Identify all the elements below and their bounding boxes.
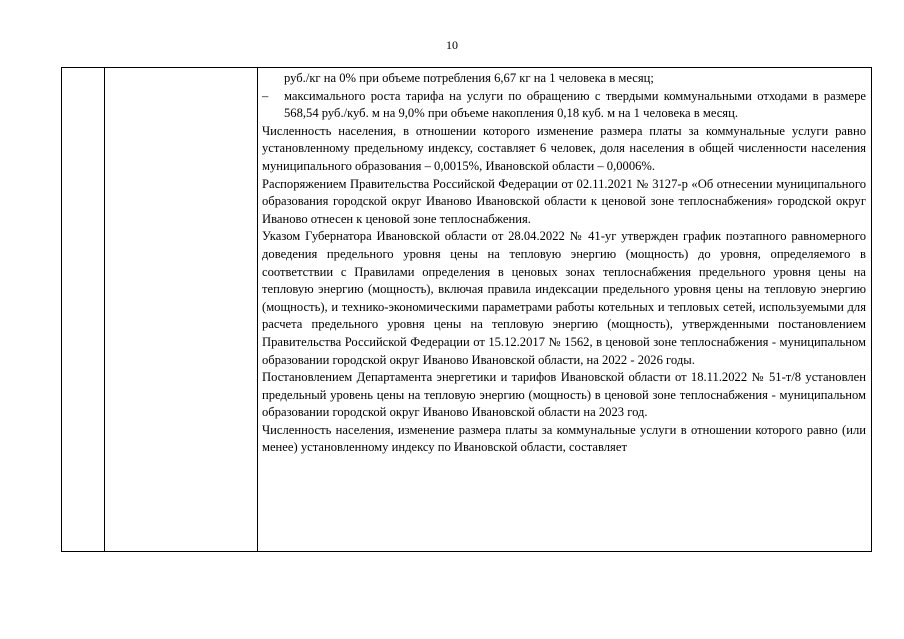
paragraph: Постановлением Департамента энергетики и тарифов Ивановской области от 18.11.2022 № 51-т/8 установлен предельный уровень цены на тепловую энергию (мощность) в ценовой зоне теплоснабжения - муниципальном образовании городской округ Иваново Ивановской области на 2023 год.: [262, 370, 866, 420]
paragraph: Распоряжением Правительства Российской Федерации от 02.11.2021 № 3127-р «Об отнесении муниципального образования городской округ Иваново Ивановской области к ценовой зоне теплоснабжения» городской округ Иваново отнесен к ценовой зоне теплоснабжения.: [262, 176, 866, 226]
column-divider: [104, 68, 105, 551]
paragraph: Указом Губернатора Ивановской области от 28.04.2022 № 41-уг утвержден график поэтапного равномерного доведения предельного уровня цены на тепловую энергию (мощность) до уровня, определяемого в соответствии с Правилами определения в ценовых зонах теплоснабжения предельного уровня цены на тепловую энергию (мощность), включая правила индексации предельного уровня цены на тепловую энергию (мощность), и технико-экономическими параметрами работы котельных и тепловых сетей, используемыми для расчета предельного уровня цены на тепловую энергию (мощность), утвержденными постановлением Правительства Российской Федерации от 15.12.2017 № 1562, в ценовой зоне теплоснабжения - муниципальном образовании городской округ Иваново Ивановской области, на 2022 - 2026 годы.: [262, 229, 866, 367]
dash-marker: –: [262, 88, 269, 103]
column-divider: [257, 68, 258, 551]
paragraph: Численность населения, изменение размера платы за коммунальные услуги в отношении которого равно (или менее) установленному индексу по Ивановской области, составляет: [262, 422, 866, 455]
paragraph: Численность населения, в отношении которого изменение размера платы за коммунальные услуги равно установленному предельному индексу, составляет 6 человек, доля населения в общей численности населения муниципального образования – 0,0015%, Ивановской области – 0,0006%.: [262, 123, 866, 173]
table-cell-text: [262, 70, 866, 457]
document-table: [61, 67, 872, 552]
continued-line: руб./кг на 0% при объеме потребления 6,67 кг на 1 человека в месяц;: [284, 71, 654, 85]
list-item: [262, 88, 866, 123]
page-number: 10: [446, 38, 458, 52]
list-item-text: максимального роста тарифа на услуги по обращению с твердыми коммунальными отходами в размере 568,54 руб./куб. м на 9,0% при объеме накопления 0,18 куб. м на 1 человека в месяц.: [284, 88, 866, 121]
